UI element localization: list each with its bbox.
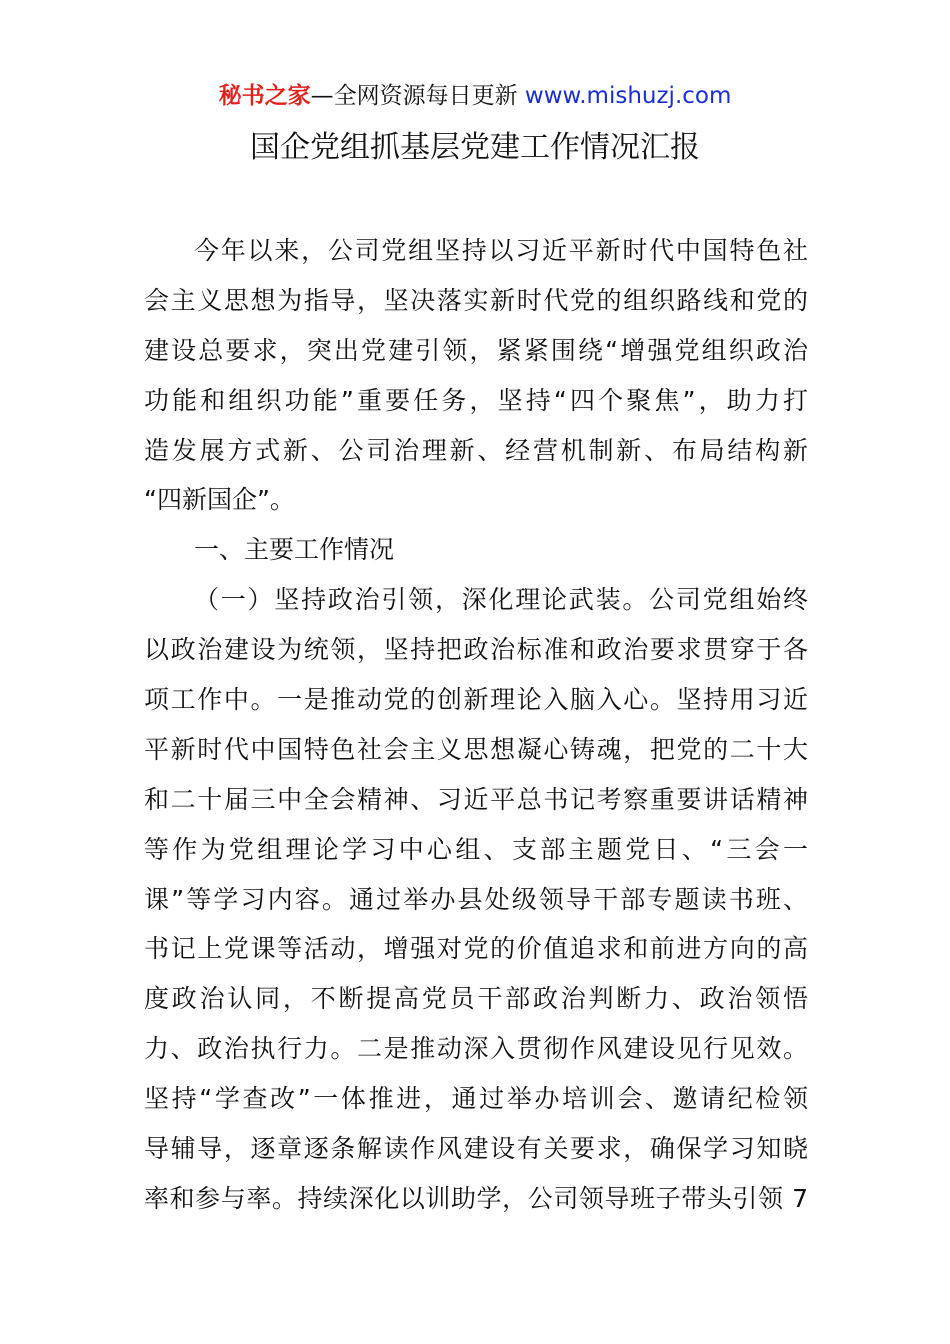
text-line: 建设总要求，突出党建引领，紧紧围绕“增强党组织政治 [144, 335, 808, 365]
document-title: 国企党组抓基层党建工作情况汇报 [250, 130, 700, 165]
text-line: 今年以来，公司党组坚持以习近平新时代中国特色社 [194, 236, 808, 265]
intro-paragraph [144, 226, 808, 525]
text-line: 和二十届三中全会精神、习近平总书记考察重要讲话精神 [144, 784, 808, 814]
text-line: 导辅导，逐章逐条解读作风建设有关要求，确保学习知晓 [144, 1134, 808, 1164]
site-header [0, 80, 950, 112]
text-line: 功能和组织功能”重要任务，坚持“四个聚焦”，助力打 [144, 385, 808, 415]
text-line: 平新时代中国特色社会主义思想凝心铸魂，把党的二十大 [144, 734, 808, 764]
text-line: （一）坚持政治引领，深化理论武装。公司党组始终 [194, 585, 808, 615]
text-line: 课”等学习内容。通过举办县处级领导干部专题读书班、 [144, 884, 808, 914]
site-tagline: —全网资源每日更新 [310, 83, 525, 109]
text-line: 力、政治执行力。二是推动深入贯彻作风建设见行见效。 [144, 1034, 808, 1064]
text-line: 项工作中。一是推动党的创新理论入脑入心。坚持用习近 [144, 685, 808, 715]
site-url-link[interactable]: www.mishuzj.com [524, 83, 732, 109]
text-line: 度政治认同，不断提高党员干部政治判断力、政治领悟 [144, 984, 808, 1014]
text-line: 坚持“学查改”一体推进，通过举办培训会、邀请纪检领 [144, 1084, 808, 1114]
text-line: 等作为党组理论学习中心组、支部主题党日、“三会一 [144, 834, 808, 864]
text-line: 书记上党课等活动，增强对党的价值追求和前进方向的高 [144, 934, 808, 964]
text-line: 率和参与率。持续深化以训助学，公司领导班子带头引领 7 [144, 1183, 808, 1213]
text-line: “四新国企”。 [144, 485, 295, 515]
text-line: 会主义思想为指导，坚决落实新时代党的组织路线和党的 [144, 285, 808, 315]
site-brand: 秘书之家 [218, 83, 311, 109]
section-paragraph [144, 575, 808, 1224]
document-body [144, 226, 808, 1224]
section-heading [144, 525, 808, 575]
text-line: 以政治建设为统领，坚持把政治标准和政治要求贯穿于各 [144, 635, 808, 665]
text-line: 造发展方式新、公司治理新、经营机制新、布局结构新 [144, 435, 808, 465]
text-line: 一、主要工作情况 [194, 535, 395, 565]
